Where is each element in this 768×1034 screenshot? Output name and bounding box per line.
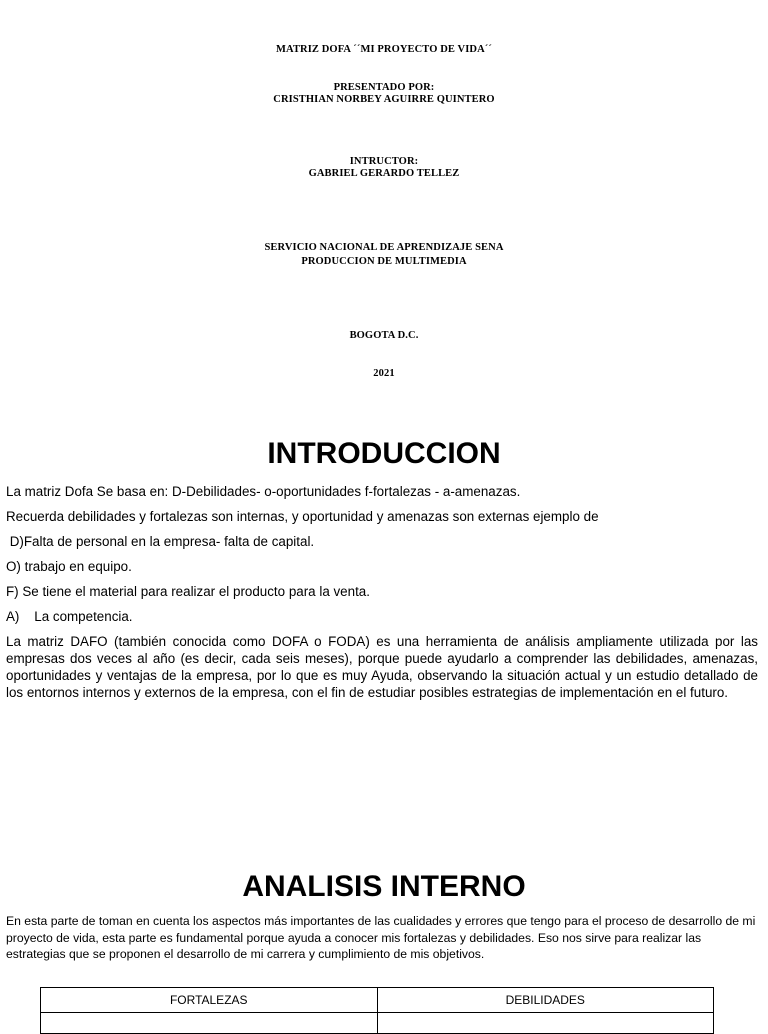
internal-analysis-paragraph: En esta parte de toman en cuenta los aspectos más importantes de las cualidades y errores que tengo para el proceso de desarrollo de mi proyecto de vida, esta parte es fundamental porque ayuda a conocer mis fortalezas y debilidades. Eso nos sirve para realizar las estrategias que se proponen el desarrollo de mi carrera y cumplimiento de mis objetivos. — [6, 914, 756, 961]
intro-line: O) trabajo en equipo. — [6, 559, 132, 574]
intro-paragraph: La matriz DAFO (también conocida como DOFA o FODA) es una herramienta de análisis ampliamente utilizada por las empresas dos veces al año (es decir, cada seis meses), porque puede ayudarlo a comprender las debilidades, amenazas, oportunidades y ventajas de la empresa, por lo que es muy Ayuda, observando la situación actual y un estudio detallado de los entornos internos y externos de la empresa, con el fin de estudiar posibles estrategias de implementación en el futuro. — [6, 634, 758, 700]
program-name: PRODUCCION DE MULTIMEDIA — [301, 256, 467, 267]
author-name: CRISTHIAN NORBEY AGUIRRE QUINTERO — [273, 94, 495, 105]
institution-name: SERVICIO NACIONAL DE APRENDIZAJE SENA — [264, 242, 504, 253]
intro-line: A) La competencia. — [6, 609, 133, 624]
strengths-column-header: FORTALEZAS — [41, 988, 378, 1013]
introduction-heading: INTRODUCCION — [267, 437, 501, 470]
table-row — [41, 1013, 714, 1034]
instructor-name: GABRIEL GERARDO TELLEZ — [308, 168, 460, 179]
intro-line: La matriz Dofa Se basa en: D-Debilidades- o-oportunidades f-fortalezas - a-amenazas. — [6, 484, 521, 499]
table-cell — [41, 1013, 378, 1034]
intro-line: D)Falta de personal en la empresa- falta de capital. — [6, 534, 315, 549]
weaknesses-column-header: DEBILIDADES — [377, 988, 714, 1013]
internal-analysis-heading: ANALISIS INTERNO — [242, 870, 526, 903]
year: 2021 — [373, 368, 395, 379]
presented-by-label: PRESENTADO POR: — [333, 82, 435, 93]
dofa-matrix-table — [40, 987, 714, 1034]
table-header-row — [41, 988, 714, 1013]
document-title: MATRIZ DOFA ´´MI PROYECTO DE VIDA´´ — [276, 44, 492, 55]
intro-line: F) Se tiene el material para realizar el producto para la venta. — [6, 584, 370, 599]
instructor-label: INTRUCTOR: — [349, 156, 419, 167]
intro-line: Recuerda debilidades y fortalezas son internas, y oportunidad y amenazas son externas ejemplo de — [6, 509, 599, 524]
table-cell — [377, 1013, 714, 1034]
city: BOGOTA D.C. — [349, 330, 419, 341]
